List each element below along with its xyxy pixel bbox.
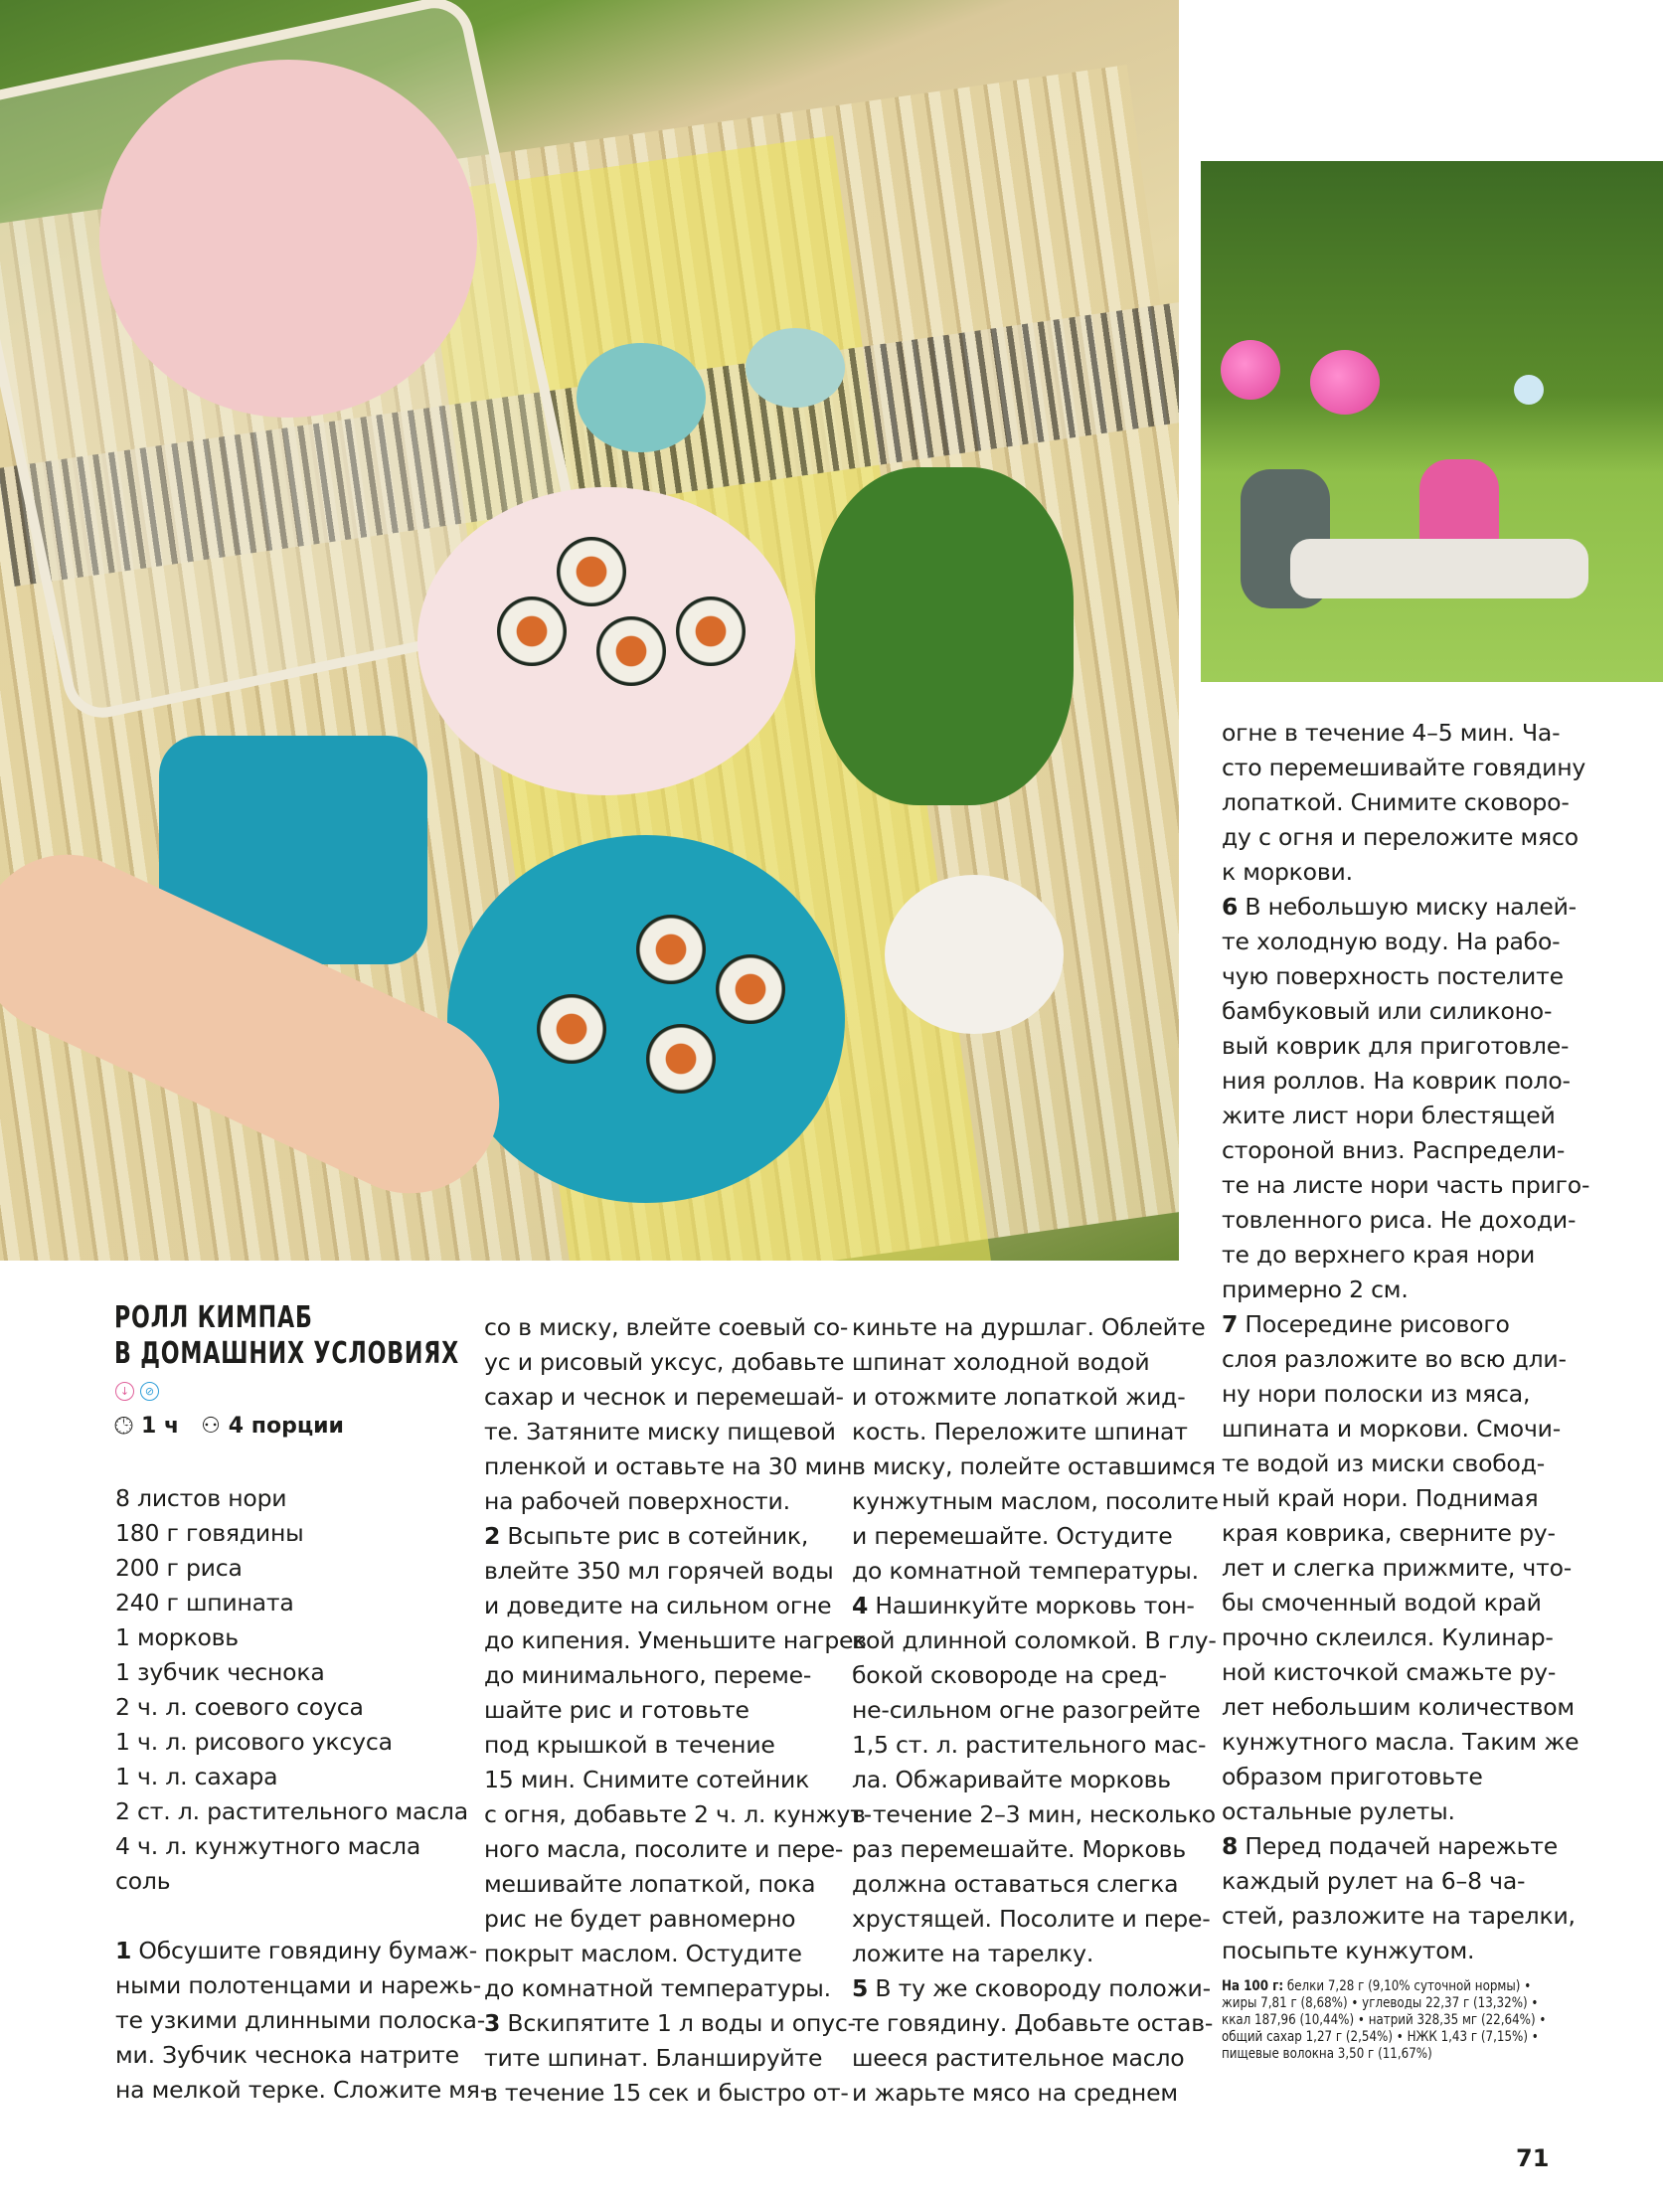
text-line bbox=[484, 1415, 872, 1449]
text-line bbox=[1222, 1516, 1589, 1551]
text-line bbox=[1222, 1273, 1589, 1307]
line-text: ной кисточкой смажьте ру- bbox=[1222, 1658, 1557, 1686]
text-column-2 bbox=[484, 1310, 872, 2111]
line-text: кость. Переложите шпинат bbox=[852, 1418, 1188, 1446]
text-line bbox=[484, 1902, 872, 1937]
line-text: до комнатной температуры. bbox=[852, 1557, 1199, 1585]
line-text: тите шпинат. Бланшируйте bbox=[484, 2044, 823, 2072]
text-line bbox=[484, 1832, 872, 1867]
line-text: остальные рулеты. bbox=[1222, 1797, 1455, 1825]
text-line bbox=[484, 1310, 872, 1345]
line-text: рис не будет равномерно bbox=[484, 1905, 796, 1933]
line-text: должна оставаться слегка bbox=[852, 1870, 1179, 1898]
text-line bbox=[1222, 1934, 1589, 1968]
step-3 bbox=[484, 2006, 872, 2041]
step-number: 6 bbox=[1222, 893, 1239, 921]
line-text: примерно 2 см. bbox=[1222, 1276, 1409, 1303]
ingredient-item: 1 зубчик чеснока bbox=[115, 1658, 325, 1686]
person-icon: ⚇ bbox=[201, 1413, 221, 1439]
text-line bbox=[1222, 1481, 1589, 1516]
text-line bbox=[484, 1971, 872, 2006]
line-text: шпината и моркови. Смочи- bbox=[1222, 1415, 1562, 1443]
step-number: 5 bbox=[852, 1974, 869, 2002]
text-line bbox=[484, 1693, 872, 1728]
text-line bbox=[484, 1763, 872, 1797]
text-line bbox=[1222, 1099, 1589, 1133]
text-line bbox=[1222, 751, 1589, 785]
line-text: лет и слегка прижмите, что- bbox=[1222, 1554, 1573, 1582]
line-text: те водой из миски свобод- bbox=[1222, 1449, 1546, 1477]
text-line bbox=[1222, 716, 1589, 751]
line-text: с огня, добавьте 2 ч. л. кунжут- bbox=[484, 1800, 872, 1828]
step-4 bbox=[852, 1589, 1219, 1623]
line-text: хрустящей. Посолите и пере- bbox=[852, 1905, 1211, 1933]
ingredient-item: 4 ч. л. кунжутного масла bbox=[115, 1832, 421, 1860]
line-text: мешивайте лопаткой, пока bbox=[484, 1870, 816, 1898]
text-line bbox=[115, 2073, 488, 2108]
clock-icon: 🕒︎ bbox=[114, 1412, 133, 1440]
couple-picnic-photo bbox=[1201, 161, 1663, 682]
line-text: кунжутным маслом, посолите bbox=[852, 1487, 1219, 1515]
line-text: ду с огня и переложите мясо bbox=[1222, 823, 1579, 851]
line-text: пленкой и оставьте на 30 мин bbox=[484, 1452, 853, 1480]
ingredient-item: 8 листов нори bbox=[115, 1484, 287, 1512]
text-line bbox=[1222, 855, 1589, 890]
diet-tags bbox=[115, 1382, 159, 1401]
line-text: Нашинкуйте морковь тон- bbox=[868, 1592, 1195, 1619]
line-text: те. Затяните миску пищевой bbox=[484, 1418, 836, 1446]
ingredient-item: 1 ч. л. сахара bbox=[115, 1763, 278, 1790]
line-text: вый коврик для приготовле- bbox=[1222, 1032, 1570, 1060]
text-line bbox=[1222, 1864, 1589, 1899]
line-text: в течение 15 сек и быстро от- bbox=[484, 2079, 849, 2107]
text-line bbox=[852, 1449, 1219, 1484]
line-text: Перед подачей нарежьте bbox=[1238, 1832, 1559, 1860]
recipe-meta bbox=[114, 1412, 344, 1440]
text-line bbox=[484, 2076, 872, 2111]
line-text: ный край нори. Поднимая bbox=[1222, 1484, 1539, 1512]
text-line bbox=[1222, 925, 1589, 959]
ingredient-item: 240 г шпината bbox=[115, 1589, 294, 1616]
line-text: в течение 2–3 мин, несколько bbox=[852, 1800, 1216, 1828]
text-line bbox=[852, 1484, 1219, 1519]
nutrition-values: белки 7,28 г (9,10% суточной нормы) • жиры 7,81 г (8,68%) • углеводы 22,37 г (13,32%) • ккал 187,96 (10,44%) • натрий 328,35 мг (22,64%) • общий сахар 1,27 г (2,54%) • НЖК 1,43 г (7,15%) • пищевые волокна 3,50 г (11,67%) bbox=[1222, 1978, 1547, 2062]
text-line bbox=[1222, 1586, 1589, 1620]
text-line bbox=[852, 1832, 1219, 1867]
text-line bbox=[115, 1968, 488, 2003]
line-text: товленного риса. Не доходи- bbox=[1222, 1206, 1577, 1234]
text-line bbox=[484, 1728, 872, 1763]
line-text: киньте на дуршлаг. Облейте bbox=[852, 1313, 1206, 1341]
ingredient-item: 200 г риса bbox=[115, 1554, 243, 1582]
line-text: влейте 350 мл горячей воды bbox=[484, 1557, 834, 1585]
line-text: каждый рулет на 6–8 ча- bbox=[1222, 1867, 1526, 1895]
line-text: чую поверхность постелите bbox=[1222, 962, 1564, 990]
ingredient-item: соль bbox=[115, 1867, 171, 1895]
step-7 bbox=[1222, 1307, 1589, 1342]
text-line bbox=[1222, 1412, 1589, 1446]
text-line bbox=[852, 1519, 1219, 1554]
line-text: к моркови. bbox=[1222, 858, 1353, 886]
line-text: бокой сковороде на сред- bbox=[852, 1661, 1167, 1689]
step-number: 8 bbox=[1222, 1832, 1239, 1860]
text-line bbox=[852, 2041, 1219, 2076]
text-line bbox=[484, 1797, 872, 1832]
text-line bbox=[1222, 1238, 1589, 1273]
text-line bbox=[1222, 1760, 1589, 1794]
line-text: под крышкой в течение bbox=[484, 1731, 775, 1759]
line-text: ния роллов. На коврик поло- bbox=[1222, 1067, 1571, 1095]
title-line-1: РОЛЛ КИМПАБ bbox=[114, 1300, 313, 1335]
text-line bbox=[1222, 959, 1589, 994]
text-line bbox=[484, 1937, 872, 1971]
text-line bbox=[852, 1415, 1219, 1449]
step-number: 1 bbox=[115, 1937, 132, 1964]
text-line bbox=[1222, 1029, 1589, 1064]
text-line bbox=[852, 1310, 1219, 1345]
ingredient-item: 1 морковь bbox=[115, 1623, 239, 1651]
text-line bbox=[852, 1693, 1219, 1728]
nutrition-label: На 100 г: bbox=[1222, 1978, 1284, 1994]
text-line bbox=[115, 2038, 488, 2073]
ingredient-item: 180 г говядины bbox=[115, 1519, 304, 1547]
text-line bbox=[1222, 1446, 1589, 1481]
text-line bbox=[484, 1380, 872, 1415]
line-text: и доведите на сильном огне bbox=[484, 1592, 832, 1619]
text-line bbox=[852, 1797, 1219, 1832]
text-line bbox=[1222, 994, 1589, 1029]
line-text: шпинат холодной водой bbox=[852, 1348, 1150, 1376]
line-text: ми. Зубчик чеснока натрите bbox=[115, 2041, 459, 2069]
text-line bbox=[852, 1937, 1219, 1971]
ingredient-item: 1 ч. л. рисового уксуса bbox=[115, 1728, 393, 1756]
line-text: края коврика, сверните ру- bbox=[1222, 1519, 1556, 1547]
text-line bbox=[484, 1345, 872, 1380]
text-line bbox=[1222, 1620, 1589, 1655]
line-text: Вскипятите 1 л воды и опус- bbox=[500, 2009, 856, 2037]
line-text: сто перемешивайте говядину bbox=[1222, 754, 1586, 781]
line-text: ными полотенцами и нарежь- bbox=[115, 1971, 482, 1999]
line-text: и отожмите лопаткой жид- bbox=[852, 1383, 1186, 1411]
dairy-free-icon: ⊘ bbox=[140, 1382, 159, 1401]
text-column-4 bbox=[1222, 716, 1589, 1968]
text-line bbox=[484, 1623, 872, 1658]
line-text: Всыпьте рис в сотейник, bbox=[500, 1522, 809, 1550]
step-number: 4 bbox=[852, 1592, 869, 1619]
step-number: 3 bbox=[484, 2009, 501, 2037]
line-text: на рабочей поверхности. bbox=[484, 1487, 790, 1515]
line-text: до кипения. Уменьшите нагрев bbox=[484, 1626, 867, 1654]
line-text: не-сильном огне разогрейте bbox=[852, 1696, 1201, 1724]
line-text: ложите на тарелку. bbox=[852, 1940, 1094, 1967]
text-line bbox=[1222, 1655, 1589, 1690]
title-line-2: В ДОМАШНИХ УСЛОВИЯХ bbox=[114, 1336, 459, 1371]
cooking-time: 1 ч bbox=[140, 1413, 180, 1439]
line-text: 1,5 ст. л. растительного мас- bbox=[852, 1731, 1207, 1759]
line-text: Обсушите говядину бумаж- bbox=[131, 1937, 477, 1964]
line-text: покрыт маслом. Остудите bbox=[484, 1940, 802, 1967]
line-text: на мелкой терке. Сложите мя- bbox=[115, 2076, 489, 2104]
step-5 bbox=[852, 1971, 1219, 2006]
line-text: те говядину. Добавьте остав- bbox=[852, 2009, 1214, 2037]
text-line bbox=[1222, 1342, 1589, 1377]
line-text: слоя разложите во всю дли- bbox=[1222, 1345, 1567, 1373]
text-line bbox=[1222, 1551, 1589, 1586]
step-number: 7 bbox=[1222, 1310, 1239, 1338]
line-text: огне в течение 4–5 мин. Ча- bbox=[1222, 719, 1561, 747]
line-text: и перемешайте. Остудите bbox=[852, 1522, 1173, 1550]
line-text: со в миску, влейте соевый со- bbox=[484, 1313, 849, 1341]
text-line bbox=[852, 2076, 1219, 2111]
text-line bbox=[1222, 1377, 1589, 1412]
step-6 bbox=[1222, 890, 1589, 925]
text-line bbox=[852, 1380, 1219, 1415]
line-text: В небольшую миску налей- bbox=[1238, 893, 1577, 921]
text-line bbox=[115, 2003, 488, 2038]
servings: 4 порции bbox=[228, 1413, 344, 1439]
text-line bbox=[1222, 1203, 1589, 1238]
text-line bbox=[852, 1728, 1219, 1763]
page-number: 71 bbox=[1516, 2144, 1550, 2172]
line-text: до комнатной температуры. bbox=[484, 1974, 831, 2002]
line-text: кой длинной соломкой. В глу- bbox=[852, 1626, 1217, 1654]
ingredient-item: 2 ч. л. соевого соуса bbox=[115, 1693, 364, 1721]
line-text: образом приготовьте bbox=[1222, 1763, 1483, 1790]
text-line bbox=[852, 1658, 1219, 1693]
text-line bbox=[484, 1449, 872, 1484]
text-line bbox=[1222, 820, 1589, 855]
line-text: стей, разложите на тарелки, bbox=[1222, 1902, 1576, 1930]
line-text: те холодную воду. На рабо- bbox=[1222, 928, 1561, 955]
nutrition-info bbox=[1222, 1978, 1560, 2063]
step-1 bbox=[115, 1934, 488, 1968]
line-text: прочно склеился. Кулинар- bbox=[1222, 1623, 1554, 1651]
line-text: до минимального, переме- bbox=[484, 1661, 812, 1689]
line-text: те до верхнего края нори bbox=[1222, 1241, 1536, 1269]
text-line bbox=[852, 2006, 1219, 2041]
line-text: кунжутного масла. Таким же bbox=[1222, 1728, 1580, 1756]
line-text: те узкими длинными полоска- bbox=[115, 2006, 485, 2034]
line-text: шайте рис и готовьте bbox=[484, 1696, 749, 1724]
text-line bbox=[1222, 1690, 1589, 1725]
text-line bbox=[1222, 1064, 1589, 1099]
line-text: ну нори полоски из мяса, bbox=[1222, 1380, 1531, 1408]
text-line bbox=[852, 1902, 1219, 1937]
line-text: и жарьте мясо на среднем bbox=[852, 2079, 1178, 2107]
text-line bbox=[484, 1554, 872, 1589]
step-number: 2 bbox=[484, 1522, 501, 1550]
line-text: бамбуковый или силиконо- bbox=[1222, 997, 1553, 1025]
ingredients-column bbox=[115, 1481, 488, 2108]
line-text: сахар и чеснок и перемешай- bbox=[484, 1383, 844, 1411]
step-8 bbox=[1222, 1829, 1589, 1864]
line-text: те на листе нори часть приго- bbox=[1222, 1171, 1590, 1199]
line-text: ного масла, посолите и пере- bbox=[484, 1835, 844, 1863]
text-line bbox=[852, 1554, 1219, 1589]
text-line bbox=[1222, 1133, 1589, 1168]
line-text: раз перемешайте. Морковь bbox=[852, 1835, 1186, 1863]
line-text: посыпьте кунжутом. bbox=[1222, 1937, 1475, 1964]
text-line bbox=[852, 1763, 1219, 1797]
text-line bbox=[1222, 785, 1589, 820]
text-column-3 bbox=[852, 1310, 1219, 2111]
line-text: шееся растительное масло bbox=[852, 2044, 1185, 2072]
line-text: стороной вниз. Распредели- bbox=[1222, 1136, 1566, 1164]
text-line bbox=[484, 1589, 872, 1623]
line-text: 15 мин. Снимите сотейник bbox=[484, 1766, 810, 1793]
text-line bbox=[1222, 1725, 1589, 1760]
picnic-kimbap-photo bbox=[0, 0, 1179, 1261]
line-text: Посередине рисового bbox=[1238, 1310, 1510, 1338]
line-text: ус и рисовый уксус, добавьте bbox=[484, 1348, 845, 1376]
ingredient-item: 2 ст. л. растительного масла bbox=[115, 1797, 468, 1825]
line-text: лет небольшим количеством bbox=[1222, 1693, 1575, 1721]
text-line bbox=[484, 1867, 872, 1902]
text-line bbox=[484, 2041, 872, 2076]
low-fat-icon: ↓ bbox=[115, 1382, 134, 1401]
line-text: жите лист нори блестящей bbox=[1222, 1102, 1556, 1129]
step-2 bbox=[484, 1519, 872, 1554]
text-line bbox=[1222, 1899, 1589, 1934]
line-text: бы смоченный водой край bbox=[1222, 1589, 1542, 1616]
text-line bbox=[852, 1345, 1219, 1380]
text-line bbox=[484, 1658, 872, 1693]
recipe-title bbox=[114, 1300, 459, 1372]
line-text: В ту же сковороду положи- bbox=[868, 1974, 1211, 2002]
line-text: в миску, полейте оставшимся bbox=[852, 1452, 1216, 1480]
text-line bbox=[852, 1623, 1219, 1658]
text-line bbox=[852, 1867, 1219, 1902]
line-text: ла. Обжаривайте морковь bbox=[852, 1766, 1171, 1793]
line-text: лопаткой. Снимите сковоро- bbox=[1222, 788, 1570, 816]
text-line bbox=[1222, 1794, 1589, 1829]
text-line bbox=[1222, 1168, 1589, 1203]
text-line bbox=[484, 1484, 872, 1519]
